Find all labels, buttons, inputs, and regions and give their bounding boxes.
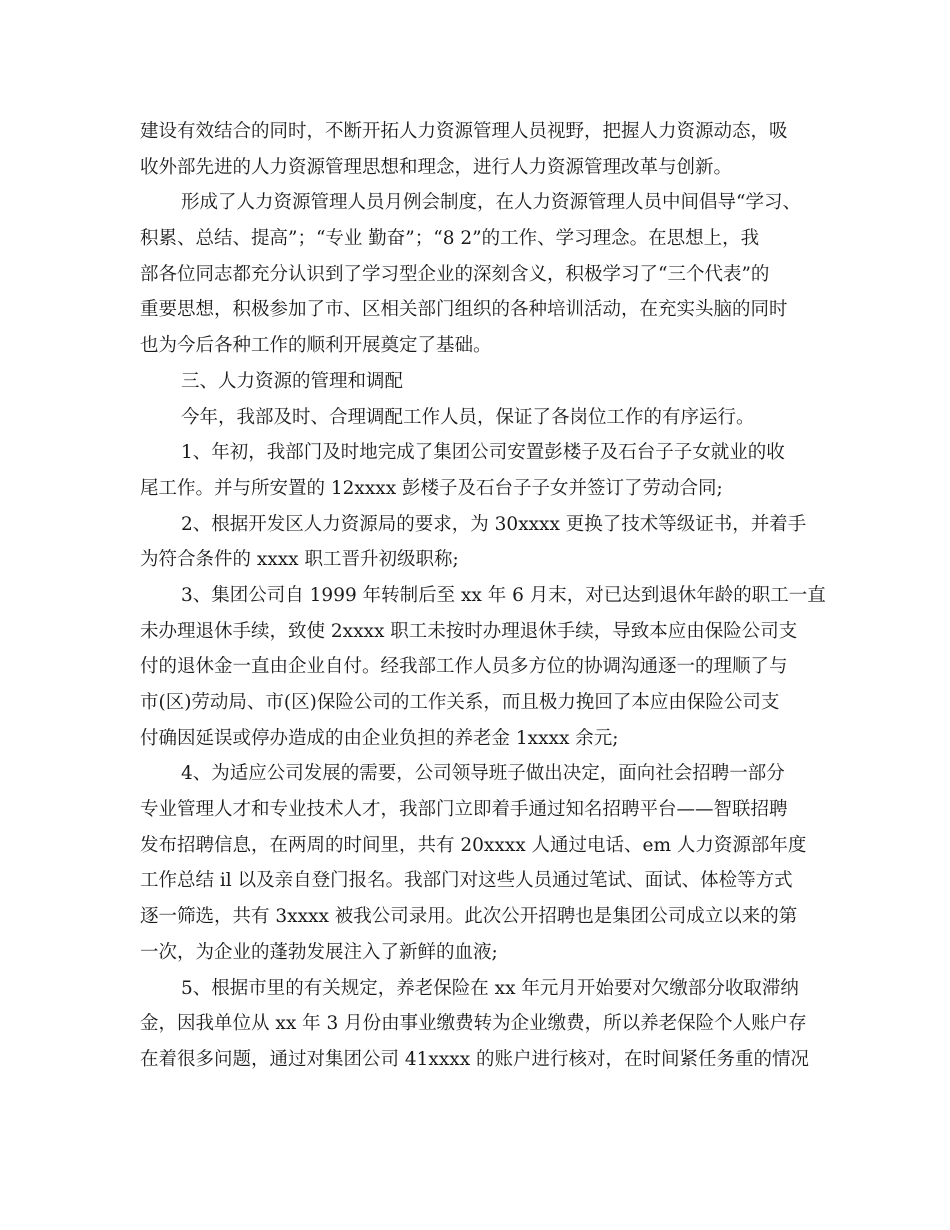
list-item-1-line: 尾工作。并与所安置的 12xxxx 彭楼子及石台子子女并签订了劳动合同; <box>140 477 723 499</box>
paragraph-start-line: 形成了人力资源管理人员月例会制度，在人力资源管理人员中间倡导“学习、 <box>181 192 801 214</box>
list-item-4-line: 4、为适应公司发展的需要，公司领导班子做出决定，面向社会招聘一部分 <box>181 763 785 785</box>
list-item-1-line: 1、年初，我部门及时地完成了集团公司安置彭楼子及石台子子女就业的收 <box>181 442 785 464</box>
list-item-3-line: 市(区)劳动局、市(区)保险公司的工作关系，而且极力挽回了本应由保险公司支 <box>140 692 780 713</box>
text-line: 建设有效结合的同时，不断开拓人力资源管理人员视野，把握人力资源动态，吸 <box>140 121 788 142</box>
list-item-5-line: 金，因我单位从 xx 年 3 月份由事业缴费转为企业缴费，所以养老保险个人账户存 <box>140 1013 807 1035</box>
list-item-2-line: 为符合条件的 xxxx 职工晋升初级职称; <box>140 549 459 571</box>
list-item-4-line: 工作总结 il 以及亲自登门报名。我部门对这些人员通过笔试、面试、体检等方式 <box>140 870 793 892</box>
list-item-3-line: 3、集团公司自 1999 年转制后至 xx 年 6 月末，对已达到退休年龄的职工一直 <box>181 584 826 606</box>
list-item-4-line: 专业管理人才和专业技术人才，我部门立即着手通过知名招聘平台——智联招聘 <box>140 799 788 821</box>
text-line: 部各位同志都充分认识到了学习型企业的深刻含义，积极学习了“三个代表”的 <box>140 263 770 285</box>
document-body <box>140 114 826 1078</box>
list-item-3-line: 付确因延误或停办造成的由企业负担的养老金 1xxxx 余元; <box>140 727 619 749</box>
text-line: 积累、总结、提高”；“专业 勤奋”；“8 2”的工作、学习理念。在思想上，我 <box>140 228 760 250</box>
section-heading: 三、人力资源的管理和调配 <box>181 370 404 392</box>
paragraph-start-line: 今年，我部及时、合理调配工作人员，保证了各岗位工作的有序运行。 <box>181 406 755 428</box>
list-item-5-line: 在着很多问题，通过对集团公司 41xxxx 的账户进行核对，在时间紧任务重的情况 <box>140 1048 810 1070</box>
list-item-4-line: 逐一筛选，共有 3xxxx 被我公司录用。此次公开招聘也是集团公司成立以来的第 <box>140 906 798 928</box>
list-item-3-line: 未办理退休手续，致使 2xxxx 职工未按时办理退休手续，导致本应由保险公司支 <box>140 620 798 642</box>
list-item-2-line: 2、根据开发区人力资源局的要求，为 30xxxx 更换了技术等级证书，并着手 <box>181 513 807 535</box>
text-line: 重要思想，积极参加了市、区相关部门组织的各种培训活动，在充实头脑的同时 <box>140 299 788 321</box>
list-item-3-line: 付的退休金一直由企业自付。经我部工作人员多方位的协调沟通逐一的理顺了与 <box>140 656 788 678</box>
list-item-5-line: 5、根据市里的有关规定，养老保险在 xx 年元月开始要对欠缴部分收取滞纳 <box>181 977 799 999</box>
text-line: 也为今后各种工作的顺利开展奠定了基础。 <box>140 335 492 357</box>
text-line: 收外部先进的人力资源管理思想和理念，进行人力资源管理改革与创新。 <box>140 156 733 178</box>
list-item-4-line: 发布招聘信息，在两周的时间里，共有 20xxxx 人通过电话、em 人力资源部年度 <box>140 834 807 856</box>
list-item-4-line: 一次，为企业的蓬勃发展注入了新鲜的血液; <box>140 941 498 963</box>
